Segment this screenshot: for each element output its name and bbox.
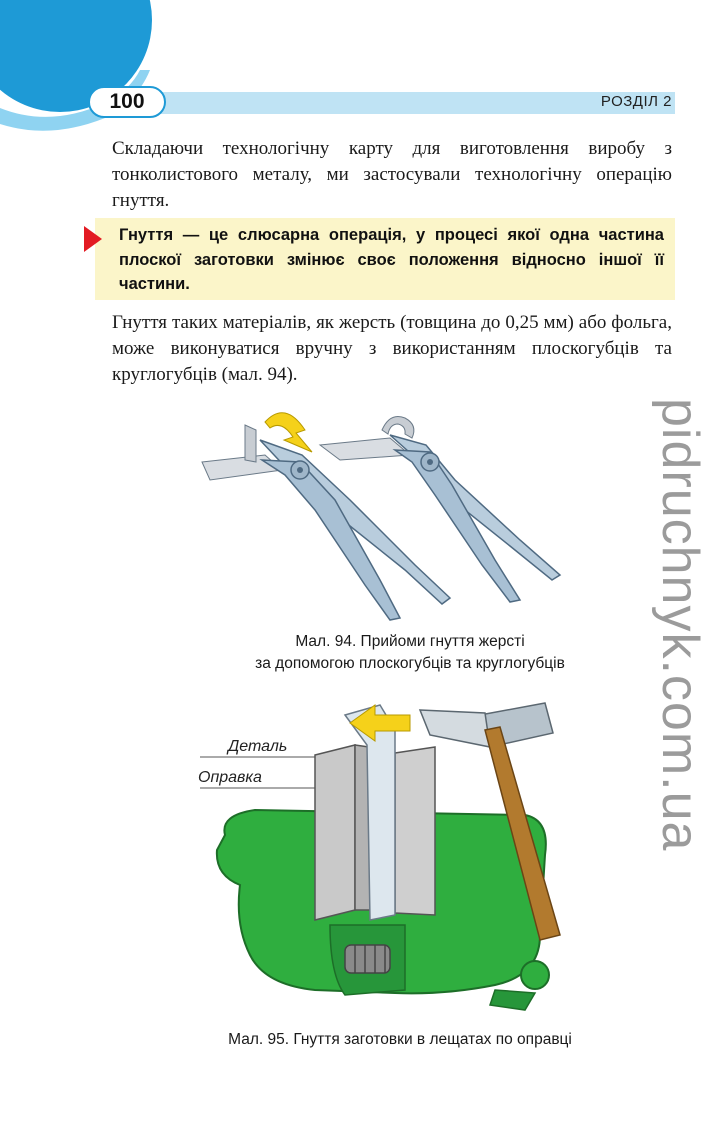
figure-95-caption: Мал. 95. Гнуття заготовки в лещатах по оправці (228, 1031, 572, 1048)
bending-paragraph: Гнуття таких матеріалів, як жерсть (товщина до 0,25 мм) або фольга, може виконуватися вручну з використанням плоскогубців та круглогубців (мал. 94). (112, 312, 672, 385)
section-title: РОЗДІЛ 2 (600, 93, 672, 110)
figure-94-caption (180, 631, 640, 675)
intro-paragraph: Складаючи технологічну карту для виготовлення виробу з тонколистового металу, ми застосували технологічну операцію гнуття. (112, 138, 672, 211)
figure-95-vise-illustration (195, 675, 585, 1020)
definition-marker-icon (84, 226, 102, 252)
figure-94-pliers-illustration (190, 400, 610, 625)
header-bar (95, 92, 675, 114)
label-mandrel: Оправка (198, 769, 262, 786)
label-part: Деталь (228, 738, 288, 755)
corner-decoration (0, 0, 160, 140)
figure-94-caption-line2: за допомогою плоскогубців та круглогубців (255, 655, 565, 672)
figure-94-caption-line1: Мал. 94. Прийоми гнуття жерсті (295, 633, 525, 650)
definition-text: Гнуття — це слюсарна операція, у процесі якої одна частина плоскої заготовки змінює своє положення відносно іншої її частини. (119, 226, 664, 293)
page-number: 100 (88, 86, 166, 118)
side-watermark: pidruchnyk.com.ua (651, 398, 709, 852)
